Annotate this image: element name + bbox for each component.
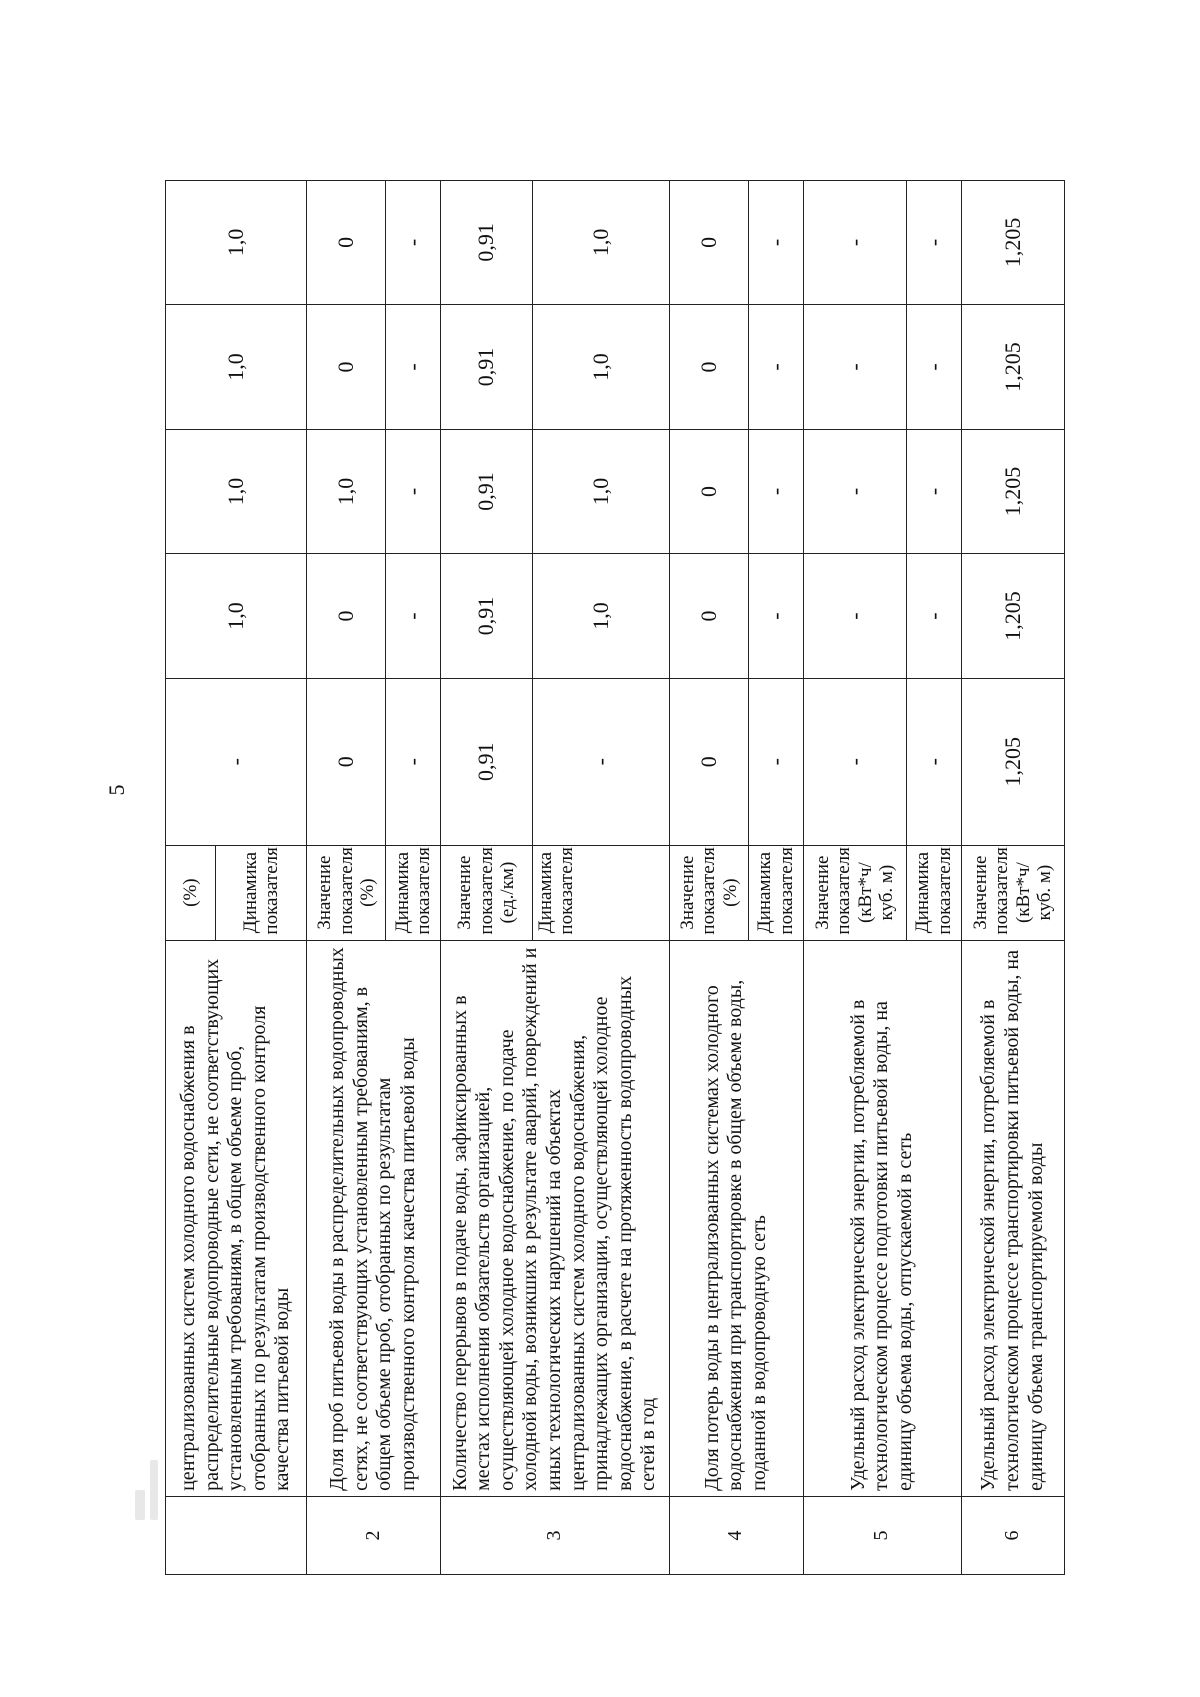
value-cell: 1,0 <box>166 180 307 305</box>
scan-artifact <box>150 1460 158 1520</box>
value-cell: - <box>803 678 906 845</box>
scan-artifact <box>135 1490 145 1520</box>
value-cell: - <box>906 554 961 679</box>
indicator-description: централизованных систем холодного водоснабжения в распределительные водопроводные сети, не соответствующих установленным требованиям, в общем объеме проб, отобранных по результатам производственного контроля качества питьевой воды <box>166 940 307 1496</box>
row-number: 2 <box>307 1496 441 1574</box>
unit-dynamics-cell: Динамика показателя <box>748 845 803 940</box>
table-row <box>803 56 906 1575</box>
value-cell: 1,205 <box>961 554 1065 679</box>
unit-value-cell: (%) <box>166 845 216 940</box>
table-row <box>961 56 1065 1575</box>
row-number: 3 <box>440 1496 669 1574</box>
unit-value-cell: Значение показателя (%) <box>669 845 748 940</box>
value-cell: 0 <box>669 678 748 845</box>
value-cell: - <box>748 180 803 305</box>
value-cell: - <box>532 678 669 845</box>
value-cell: 0,91 <box>440 180 532 305</box>
value-cell: 1,0 <box>532 554 669 679</box>
value-cell: - <box>386 429 441 554</box>
value-cell: 0 <box>669 554 748 679</box>
value-cell: 1,0 <box>166 305 307 430</box>
value-cell: - <box>803 554 906 679</box>
value-cell: - <box>906 429 961 554</box>
indicator-description: Доля проб питьевой воды в распределительных водопроводных сетях, не соответствующих установленным требованиям, в общем объеме проб, отобранных по результатам производственного контроля качества питьевой воды <box>307 940 441 1496</box>
value-cell: 1,0 <box>307 429 386 554</box>
value-cell: 1,205 <box>961 429 1065 554</box>
value-cell: 0,91 <box>440 305 532 430</box>
row-number: 5 <box>803 1496 961 1574</box>
value-cell: 0 <box>307 678 386 845</box>
indicator-description: Удельный расход электрической энергии, потребляемой в технологическом процессе транспортировки питьевой воды, на единицу объема транспортируемой воды <box>961 940 1065 1496</box>
unit-dynamics-cell: Динамика показателя <box>216 845 307 940</box>
value-cell: - <box>803 429 906 554</box>
table-row <box>440 56 532 1575</box>
unit-dynamics-cell: Динамика показателя <box>532 845 669 940</box>
table-row <box>669 56 748 1575</box>
value-cell: - <box>803 180 906 305</box>
value-cell: 1,205 <box>961 305 1065 430</box>
unit-value-cell: Значение показателя (кВт*ч/куб. м) <box>803 845 906 940</box>
value-cell: - <box>386 180 441 305</box>
unit-value-cell: Значение показателя (ед./км) <box>440 845 532 940</box>
value-cell: 0 <box>307 305 386 430</box>
row-number <box>166 1496 307 1574</box>
indicator-description: Количество перерывов в подаче воды, зафиксированных в местах исполнения обязательств организацией, осуществляющей холодное водоснабжение, по подаче холодной воды, возникших в результате аварий, повреждений и иных технологических нарушений на объектах централизованных систем холодного водоснабжения, принадлежащих организации, осуществляющей холодное водоснабжение, в расчете на протяженность водопроводных сетей в год <box>440 940 669 1496</box>
value-cell: 0 <box>669 305 748 430</box>
value-cell: 0,91 <box>440 678 532 845</box>
unit-value-cell: Значение показателя (кВт*ч/куб. м) <box>961 845 1065 940</box>
value-cell: 1,0 <box>532 180 669 305</box>
value-cell: 1,0 <box>532 429 669 554</box>
row-number: 4 <box>669 1496 803 1574</box>
value-cell: 0 <box>669 180 748 305</box>
value-cell: 1,0 <box>166 554 307 679</box>
value-cell: 1,0 <box>532 305 669 430</box>
unit-dynamics-cell: Динамика показателя <box>386 845 441 940</box>
value-cell: - <box>906 180 961 305</box>
rotated-table-container <box>165 55 1065 1575</box>
value-cell: 0,91 <box>440 429 532 554</box>
value-cell: 1,205 <box>961 180 1065 305</box>
value-cell: 1,0 <box>166 429 307 554</box>
value-cell: - <box>906 678 961 845</box>
table-row <box>166 56 216 1575</box>
value-cell: 0 <box>669 429 748 554</box>
value-cell: - <box>166 678 307 845</box>
table-row <box>307 56 386 1575</box>
value-cell: 1,205 <box>961 678 1065 845</box>
indicators-table <box>165 55 1065 1575</box>
unit-dynamics-cell: Динамика показателя <box>906 845 961 940</box>
value-cell: - <box>386 678 441 845</box>
value-cell: 0 <box>307 554 386 679</box>
value-cell: - <box>748 305 803 430</box>
page-number: 5 <box>104 784 129 796</box>
value-cell: 0 <box>307 180 386 305</box>
indicator-description: Удельный расход электрической энергии, потребляемой в технологическом процессе подготовки питьевой воды, на единицу объема воды, отпускаемой в сеть <box>803 940 961 1496</box>
value-cell: - <box>748 678 803 845</box>
indicator-description: Доля потерь воды в централизованных системах холодного водоснабжения при транспортировке в общем объеме воды, поданной в водопроводную сеть <box>669 940 803 1496</box>
value-cell: 0,91 <box>440 554 532 679</box>
value-cell: - <box>748 429 803 554</box>
row-number: 6 <box>961 1496 1065 1574</box>
unit-value-cell: Значение показателя (%) <box>307 845 386 940</box>
value-cell: - <box>386 305 441 430</box>
value-cell: - <box>803 305 906 430</box>
value-cell: - <box>906 305 961 430</box>
value-cell: - <box>386 554 441 679</box>
value-cell: - <box>748 554 803 679</box>
